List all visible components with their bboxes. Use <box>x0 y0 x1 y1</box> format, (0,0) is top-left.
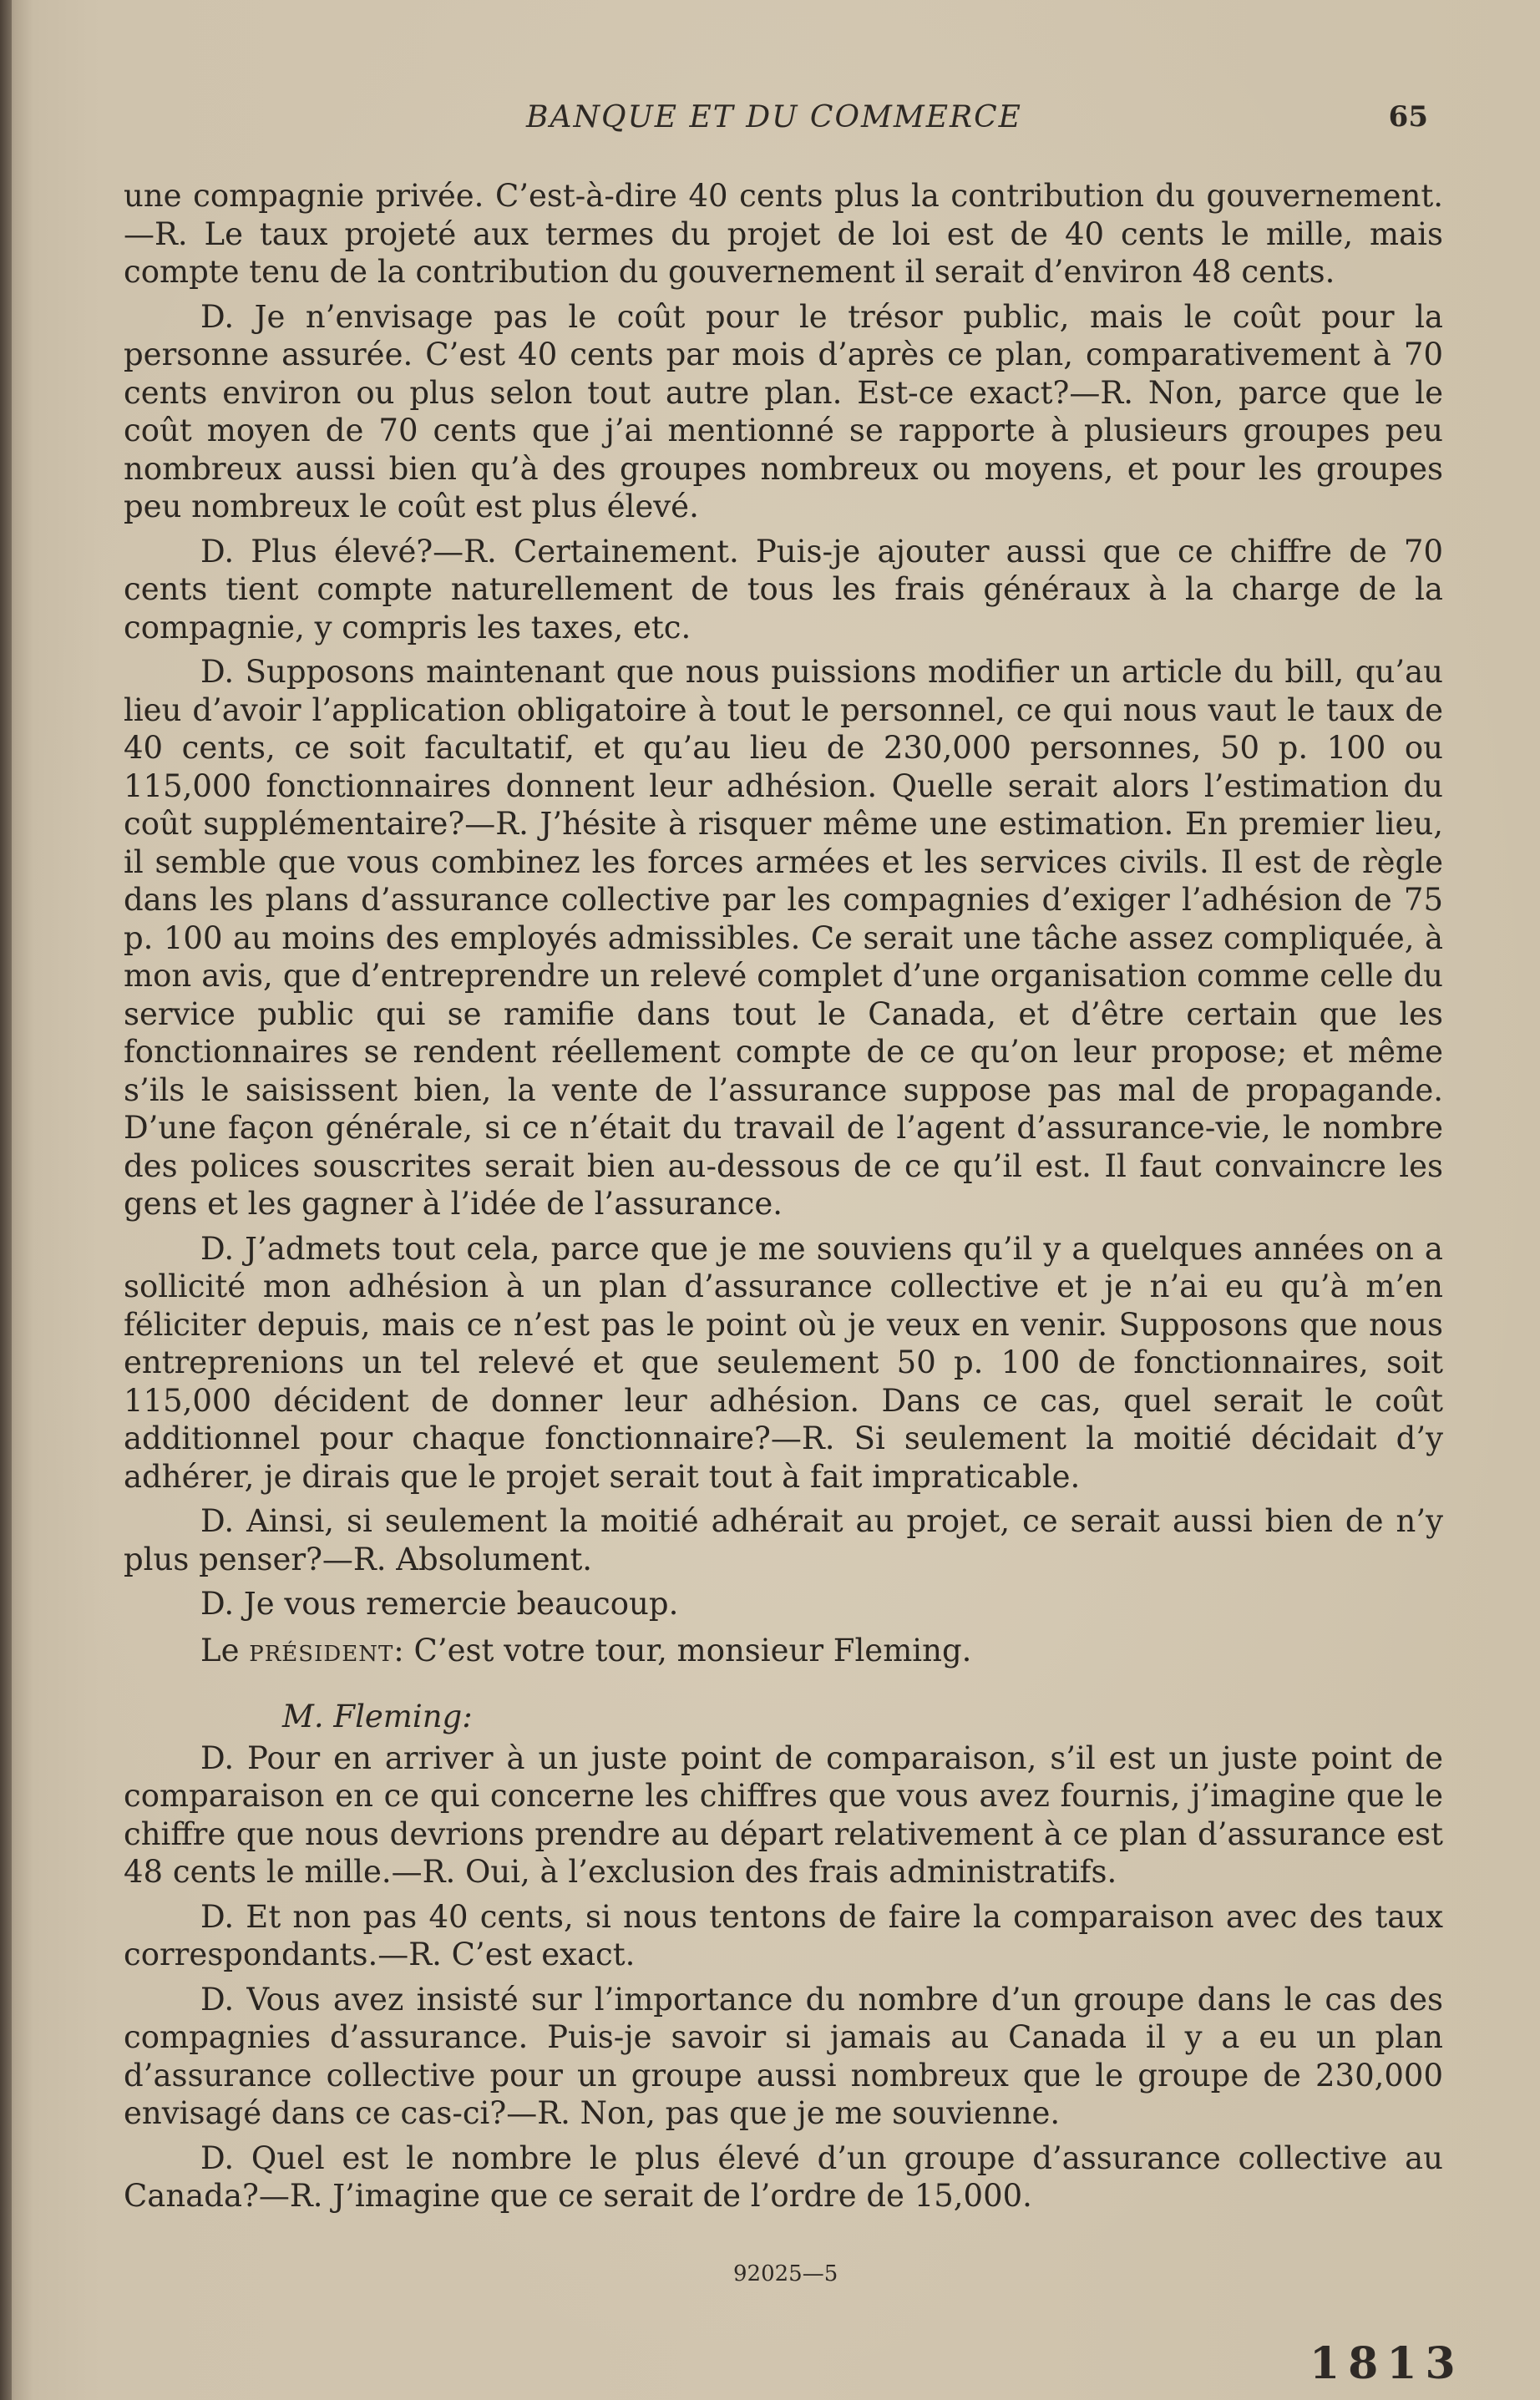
body-text <box>124 177 1443 2222</box>
paragraph: D. Pour en arriver à un juste point de comparaison, s’il est un juste point de comparaison en ce qui concerne les chiffres que vous avez fournis, j’imagine que le chiffre que nous devrions prendre au départ relativement à ce plan d’assurance est 48 cents le mille.—R. Oui, à l’exclusion des frais administratifs. <box>124 1739 1443 1890</box>
paragraph: D. J’admets tout cela, parce que je me souviens qu’il y a quelques années on a sollicité mon adhésion à un plan d’assurance collective et je n’ai eu qu’à m’en féliciter depuis, mais ce n’est pas le point où je veux en venir. Supposons que nous entreprenions un tel relevé et que seulement 50 p. 100 de fonctionnaires, soit 115,000 décident de donner leur adhésion. Dans ce cas, quel serait le coût additionnel pour chaque fonctionnaire?—R. Si seulement la moitié décidait d’y adhérer, je dirais que le projet serait tout à fait impraticable. <box>124 1230 1443 1495</box>
speaker-heading: M. Fleming: <box>282 1699 473 1734</box>
paragraph: D. Vous avez insisté sur l’importance du nombre d’un groupe dans le cas des compagnies d’assurance. Puis-je savoir si jamais au Canada il y a eu un plan d’assurance collective pour un groupe aussi nombreux que le groupe de 230,000 envisagé dans ce cas-ci?—R. Non, pas que je me souvienne. <box>124 1981 1443 2131</box>
president-line <box>124 1632 1443 1670</box>
paragraph: D. Je vous remercie beaucoup. <box>200 1586 679 1622</box>
page-header <box>125 100 1428 134</box>
paragraph: D. Et non pas 40 cents, si nous tentons de faire la comparaison avec des taux correspondants.—R. C’est exact. <box>124 1898 1443 1972</box>
signature-code: 92025—5 <box>733 2261 838 2286</box>
paragraph: D. Plus élevé?—R. Certainement. Puis-je ajouter aussi que ce chiffre de 70 cents tient compte naturellement de tous les frais généraux à la charge de la compagnie, y compris les taxes, etc. <box>124 533 1443 646</box>
paragraph: D. Quel est le nombre le plus élevé d’un groupe d’assurance collective au Canada?—R. J’imagine que ce serait de l’ordre de 15,000. <box>124 2139 1443 2214</box>
paragraph: D. Je n’envisage pas le coût pour le trésor public, mais le coût pour la personne assurée. C’est 40 cents par mois d’après ce plan, comparativement à 70 cents environ ou plus selon tout autre plan. Est-ce exact?—R. Non, parce que le coût moyen de 70 cents que j’ai mentionné se rapporte à plusieurs groupes peu nombreux aussi bien qu’à des groupes nombreux ou moyens, et pour les groupes peu nombreux le coût est plus élevé. <box>124 298 1443 524</box>
book-spine-shadow <box>0 0 12 2400</box>
page-number: 65 <box>1388 100 1428 134</box>
paragraph: D. Supposons maintenant que nous puissions modifier un article du bill, qu’au lieu d’avoir l’application obligatoire à tout le personnel, ce qui nous vaut le taux de 40 cents, ce soit facultatif, et qu’au lieu de 230,000 personnes, 50 p. 100 ou 115,000 fonctionnaires donnent leur adhésion. Quelle serait alors l’estimation du coût supplémentaire?—R. J’hésite à risquer même une estimation. En premier lieu, il semble que vous combinez les forces armées et les services civils. Il est de règle dans les plans d’assurance collective par les compagnies d’exiger l’adhésion de 75 p. 100 au moins des employés admissibles. Ce serait une tâche assez compliquée, à mon avis, que d’entreprendre un relevé complet d’une organisation comme celle du service public qui se ramifie dans tout le Canada, et d’être certain que les fonctionnaires se rendent réellement compte de ce qu’on leur propose; et même s’ils le saisissent bien, la vente de l’assurance suppose pas mal de propagande. D’une façon générale, si ce n’était du travail de l’agent d’assurance-vie, le nombre des polices souscrites serait bien au-dessous de ce qu’il est. Il faut convaincre les gens et les gagner à l’idée de l’assurance. <box>124 654 1443 1222</box>
stamp-number: 1813 <box>1310 2338 1464 2389</box>
paragraph: une compagnie privée. C’est-à-dire 40 cents plus la contribution du gouvernement.—R. Le taux projeté aux termes du projet de loi est de 40 cents le mille, mais compte tenu de la contribution du gouvernement il serait d’environ 48 cents. <box>124 178 1443 290</box>
president-speaker: président <box>249 1632 394 1668</box>
paragraph: D. Ainsi, si seulement la moitié adhérait au projet, ce serait aussi bien de n’y plus penser?—R. Absolument. <box>124 1503 1443 1577</box>
president-text: : C’est votre tour, monsieur Fleming. <box>393 1632 972 1668</box>
running-head: BANQUE ET DU COMMERCE <box>526 100 1022 134</box>
president-label: Le <box>200 1632 240 1668</box>
